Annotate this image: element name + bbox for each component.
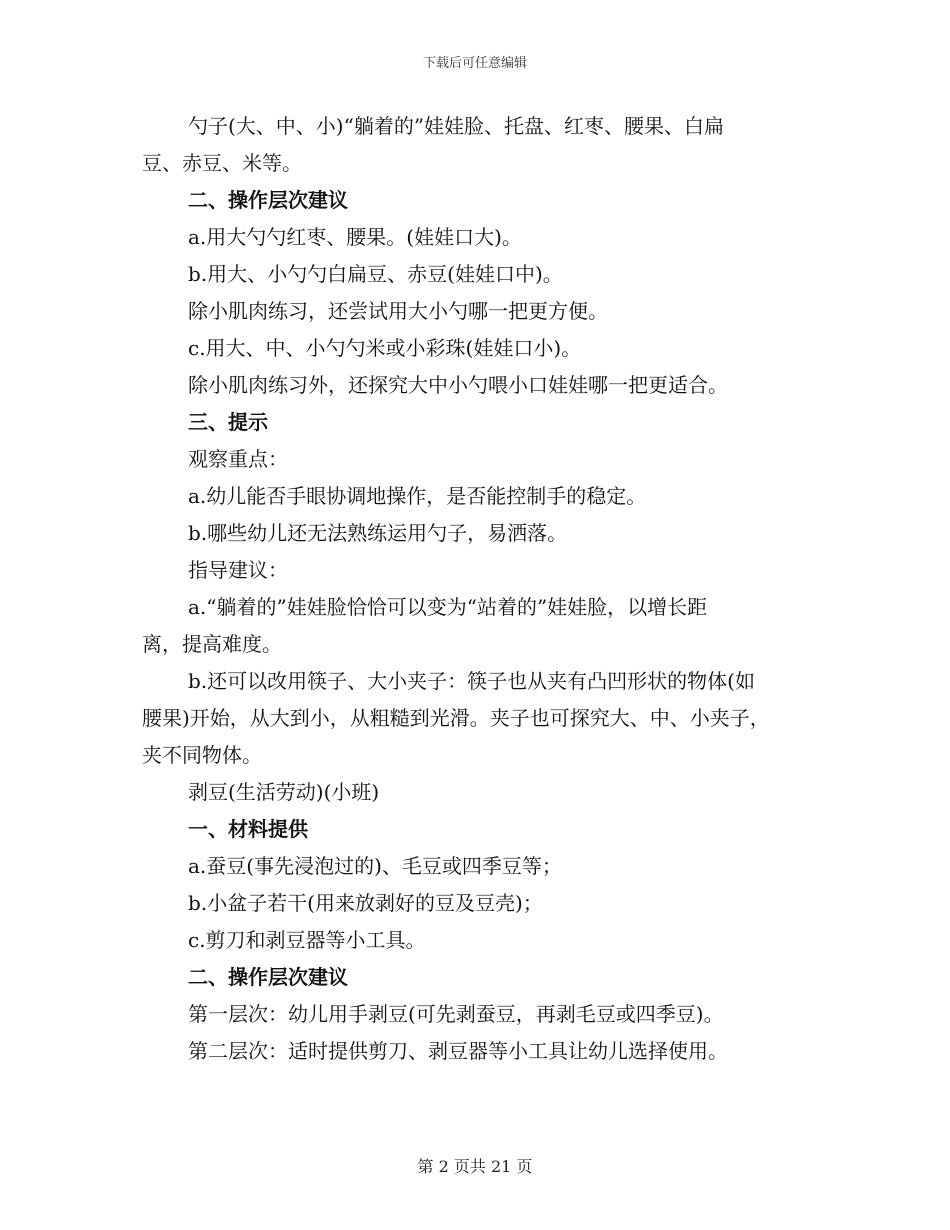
text-line: c.剪刀和剥豆器等小工具。 — [188, 928, 426, 952]
text-line: a.幼儿能否手眼协调地操作，是否能控制手的稳定。 — [188, 484, 647, 508]
page-header: 下载后可任意编辑 — [422, 56, 527, 71]
section-heading: 二、操作层次建议 — [188, 965, 348, 989]
text-line: 观察重点： — [188, 447, 288, 471]
text-line: 夹不同物体。 — [142, 743, 262, 767]
text-line: b.还可以改用筷子、大小夹子：筷子也从夹有凸凹形状的物体(如 — [188, 669, 755, 693]
text-line: 离，提高难度。 — [142, 632, 282, 656]
text-line: 第二层次：适时提供剪刀、剥豆器等小工具让幼儿选择使用。 — [188, 1039, 728, 1063]
text-line: a.蚕豆(事先浸泡过的)、毛豆或四季豆等； — [188, 854, 562, 878]
text-line: a.“躺着的”娃娃脸恰恰可以变为“站着的”娃娃脸，以增长距 — [188, 595, 708, 619]
document-body — [142, 108, 822, 1070]
text-line: 除小肌肉练习外，还探究大中小勺喂小口娃娃哪一把更适合。 — [188, 373, 728, 397]
text-line: c.用大、中、小勺勺米或小彩珠(娃娃口小)。 — [188, 336, 582, 360]
text-line: 第一层次：幼儿用手剥豆(可先剥蚕豆，再剥毛豆或四季豆)。 — [188, 1002, 724, 1026]
text-line: 指导建议： — [188, 558, 288, 582]
text-line: 勺子(大、中、小)“躺着的”娃娃脸、托盘、红枣、腰果、白扁 — [188, 114, 725, 138]
text-line: b.小盆子若干(用来放剥好的豆及豆壳)； — [188, 891, 543, 915]
text-line: b.哪些幼儿还无法熟练运用勺子，易洒落。 — [188, 521, 568, 545]
text-line: 豆、赤豆、米等。 — [142, 151, 302, 175]
text-line: a.用大勺勺红枣、腰果。(娃娃口大)。 — [188, 225, 522, 249]
text-line: 除小肌肉练习，还尝试用大小勺哪一把更方便。 — [188, 299, 608, 323]
text-line: 剥豆(生活劳动)(小班) — [188, 780, 380, 804]
section-heading: 三、提示 — [188, 410, 268, 434]
text-line: b.用大、小勺勺白扁豆、赤豆(娃娃口中)。 — [188, 262, 563, 286]
page-footer: 第 2 页共 21 页 — [417, 1157, 533, 1176]
text-line: 腰果)开始，从大到小，从粗糙到光滑。夹子也可探究大、中、小夹子， — [142, 706, 770, 730]
section-heading: 一、材料提供 — [188, 817, 308, 841]
section-heading: 二、操作层次建议 — [188, 188, 348, 212]
